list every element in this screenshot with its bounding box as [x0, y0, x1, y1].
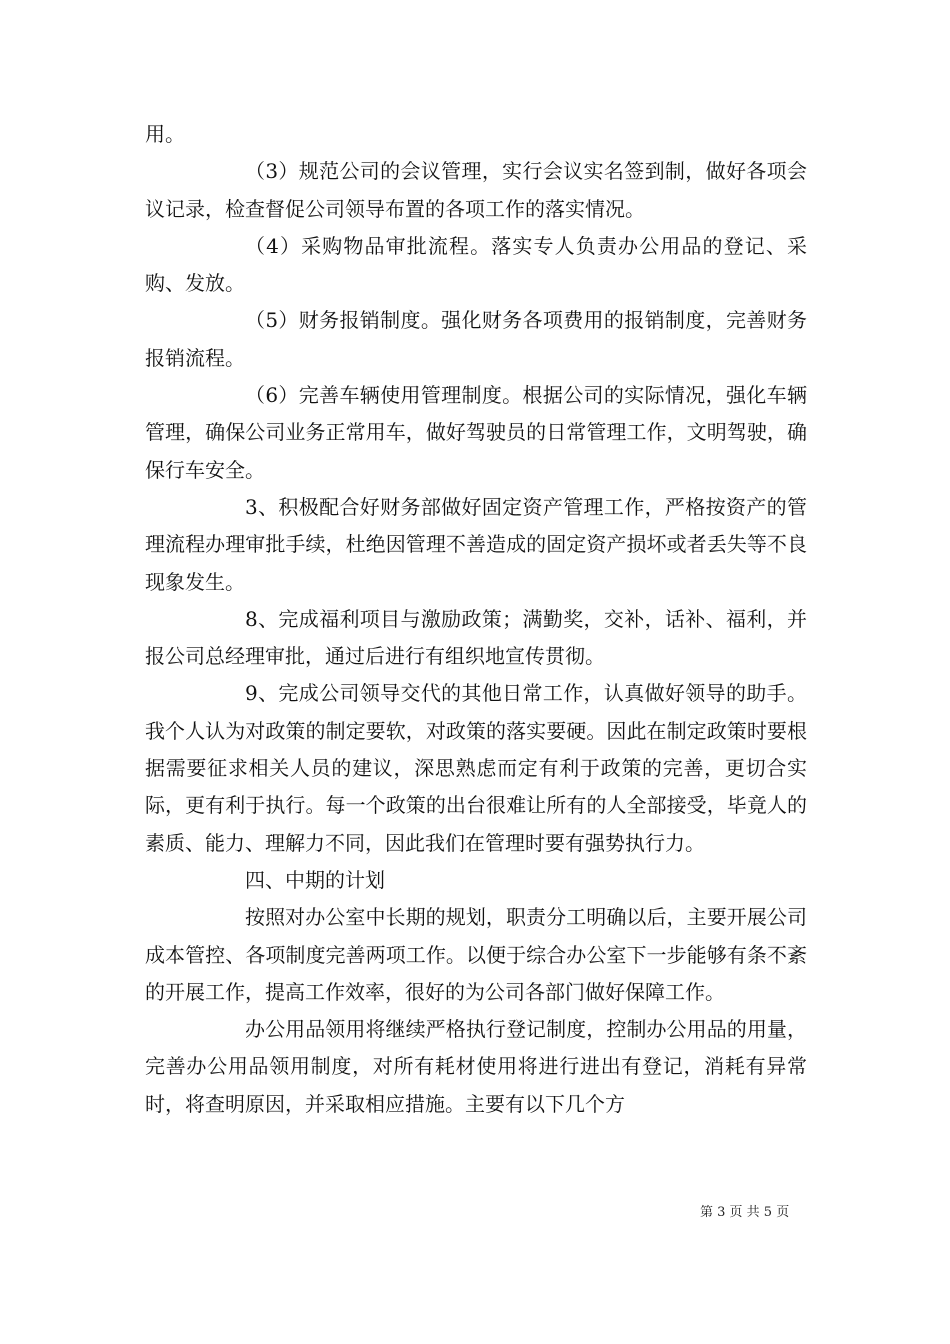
paragraph-mid-term-plan: 按照对办公室中长期的规划，职责分工明确以后，主要开展公司成本管控、各项制度完善两项工作。以便于综合办公室下一步能够有条不紊的开展工作，提高工作效率，很好的为公司各部门做好保障工作。 — [145, 905, 807, 1004]
paragraph-item-6-vehicle-management: （6）完善车辆使用管理制度。根据公司的实际情况，强化车辆管理，确保公司业务正常用车，做好驾驶员的日常管理工作，文明驾驶，确保行车安全。 — [145, 383, 807, 482]
paragraph-item-8-welfare: 8、完成福利项目与激励政策；满勤奖，交补，话补、福利，并报公司总经理审批，通过后进行有组织地宣传贯彻。 — [145, 606, 807, 669]
paragraph-item-3-meeting-management: （3）规范公司的会议管理，实行会议实名签到制，做好各项会议记录，检查督促公司领导布置的各项工作的落实情况。 — [145, 159, 807, 221]
paragraph-continuation: 用。 — [145, 122, 185, 146]
document-body — [145, 116, 807, 1123]
paragraph-item-5-reimbursement: （5）财务报销制度。强化财务各项费用的报销制度，完善财务报销流程。 — [145, 308, 807, 370]
paragraph-item-9-other-work: 9、完成公司领导交代的其他日常工作，认真做好领导的助手。我个人认为对政策的制定要软，对政策的落实要硬。因此在制定政策时要根据需要征求相关人员的建议，深思熟虑而定有利于政策的完善，更切合实际，更有利于执行。每一个政策的出台很难让所有的人全部接受，毕竟人的素质、能力、理解力不同，因此我们在管理时要有强势执行力。 — [145, 681, 807, 855]
page-number-footer: 第 3 页 共 5 页 — [700, 1205, 790, 1220]
section-heading-mid-term-plan: 四、中期的计划 — [245, 867, 385, 892]
paragraph-item-4-procurement: （4）采购物品审批流程。落实专人负责办公用品的登记、采购、发放。 — [145, 233, 807, 296]
paragraph-office-supplies: 办公用品领用将继续严格执行登记制度，控制办公用品的用量，完善办公用品领用制度，对所有耗材使用将进行进出有登记，消耗有异常时，将查明原因，并采取相应措施。主要有以下几个方 — [145, 1017, 807, 1116]
paragraph-item-3-fixed-assets: 3、积极配合好财务部做好固定资产管理工作，严格按资产的管理流程办理审批手续，杜绝因管理不善造成的固定资产损坏或者丢失等不良现象发生。 — [145, 494, 807, 594]
